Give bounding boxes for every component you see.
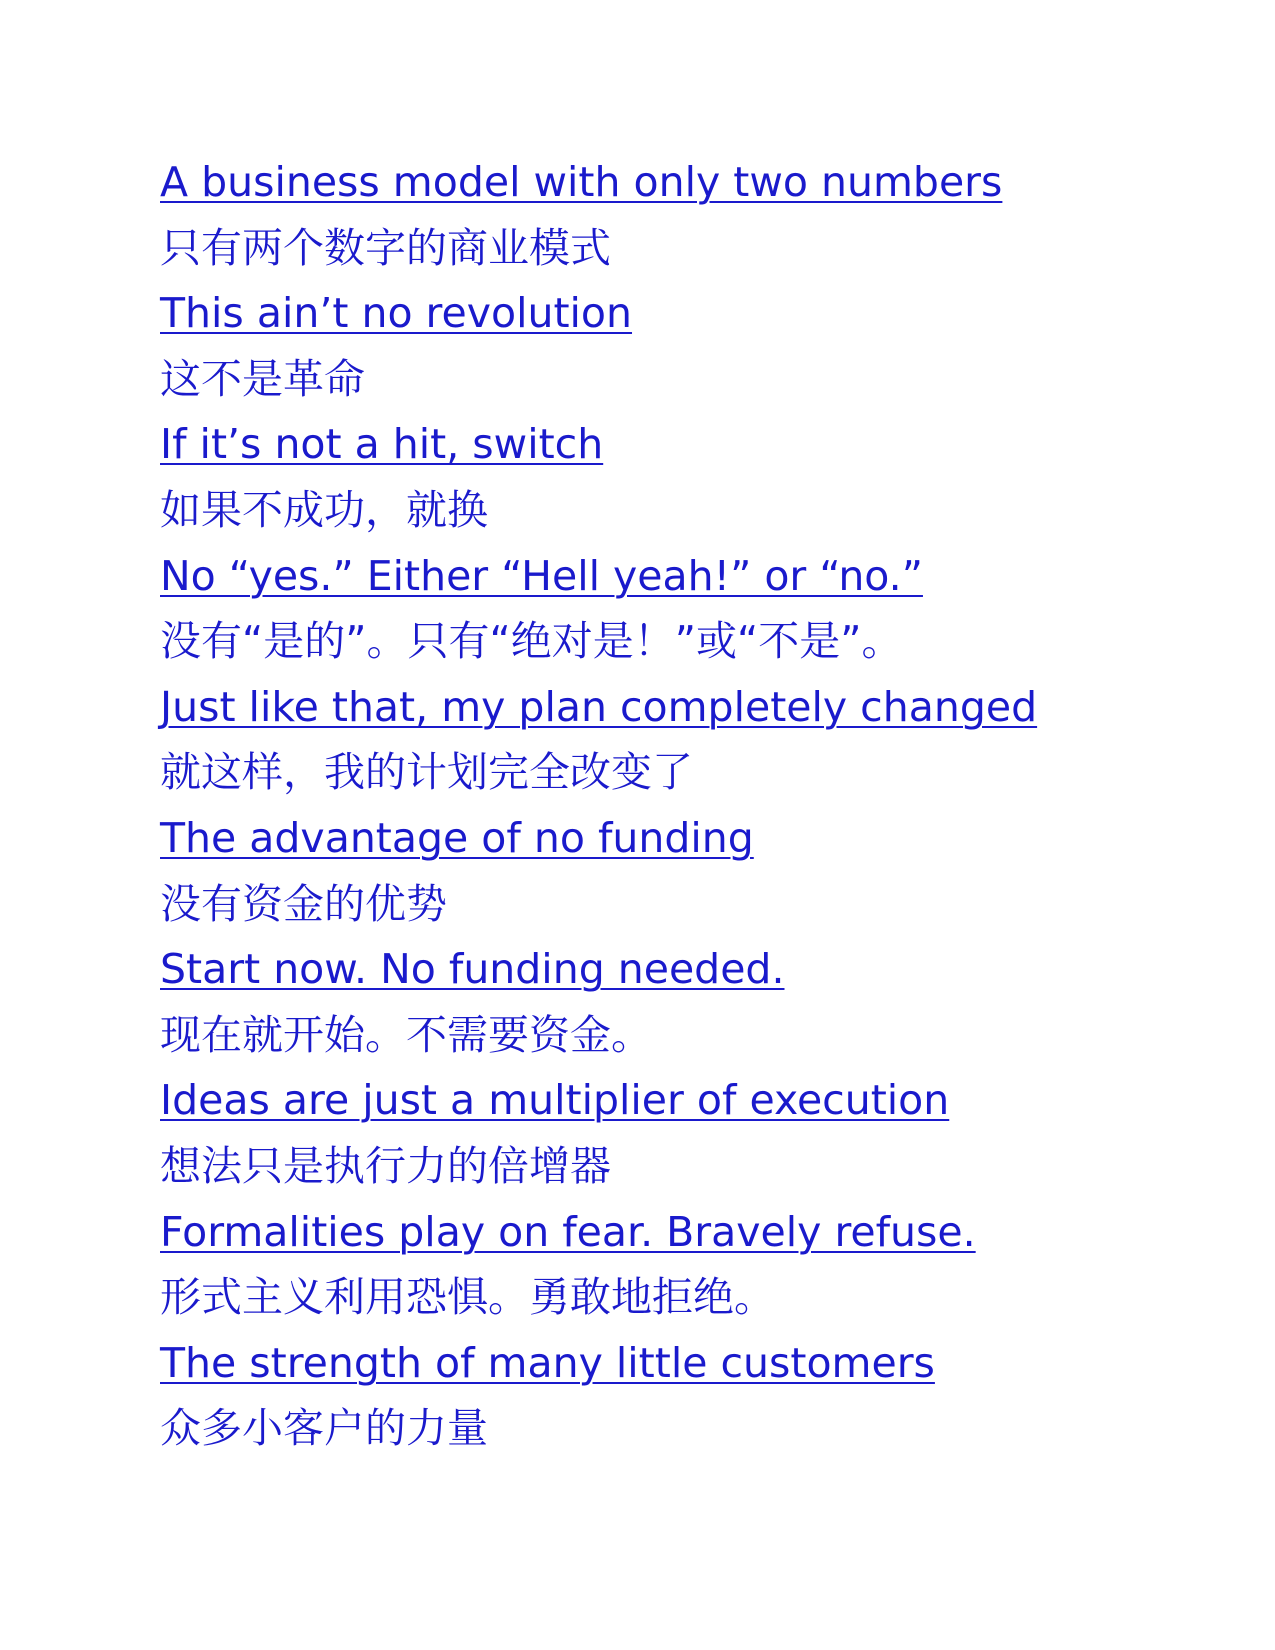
toc-entry <box>160 1068 1210 1199</box>
toc-entry-chinese: 形式主义利用恐惧。勇敢地拒绝。 <box>160 1273 775 1322</box>
toc-entry-chinese: 这不是革命 <box>160 354 365 403</box>
toc-entry-chinese: 现在就开始。不需要资金。 <box>160 1010 652 1059</box>
toc-entry <box>160 675 1210 806</box>
toc-entry-english <box>160 281 1210 347</box>
chapter-link[interactable]: Start now. No funding needed. <box>160 945 785 994</box>
toc-entry-chinese: 没有“是的”。只有“绝对是！”或“不是”。 <box>160 617 903 666</box>
toc-entry-english <box>160 544 1210 610</box>
toc-entry <box>160 281 1210 412</box>
toc-entry <box>160 937 1210 1068</box>
toc-entry <box>160 806 1210 937</box>
toc-entry <box>160 412 1210 543</box>
toc-entry-english <box>160 937 1210 1003</box>
toc-entry-chinese: 众多小客户的力量 <box>160 1404 488 1453</box>
toc-entry-english <box>160 150 1210 216</box>
toc-entry-english <box>160 1068 1210 1134</box>
toc-entry-chinese: 只有两个数字的商业模式 <box>160 223 611 272</box>
toc-entry <box>160 544 1210 675</box>
chapter-link[interactable]: This ain’t no revolution <box>160 289 633 338</box>
toc-entry-chinese: 就这样，我的计划完全改变了 <box>160 748 693 797</box>
chapter-link[interactable]: Ideas are just a multiplier of execution <box>160 1076 950 1125</box>
toc-entry <box>160 1331 1210 1462</box>
chapter-link[interactable]: No “yes.” Either “Hell yeah!” or “no.” <box>160 551 923 600</box>
toc-entry-chinese: 如果不成功，就换 <box>160 485 488 534</box>
chapter-link[interactable]: Formalities play on fear. Bravely refuse. <box>160 1207 976 1256</box>
toc-entry-english <box>160 1200 1210 1266</box>
toc-entry-english <box>160 806 1210 872</box>
chapter-link[interactable]: The strength of many little customers <box>160 1338 935 1387</box>
toc-entry-english <box>160 1331 1210 1397</box>
toc-entry-english <box>160 675 1210 741</box>
chapter-link[interactable]: If it’s not a hit, switch <box>160 420 604 469</box>
toc-entry-english <box>160 412 1210 478</box>
toc-entry-chinese: 没有资金的优势 <box>160 879 447 928</box>
chapter-link[interactable]: The advantage of no funding <box>160 813 754 862</box>
toc-entry <box>160 150 1210 281</box>
chapter-link[interactable]: Just like that, my plan completely changed <box>160 682 1038 731</box>
toc-list <box>160 150 1210 1462</box>
toc-entry <box>160 1200 1210 1331</box>
toc-entry-chinese: 想法只是执行力的倍增器 <box>160 1141 611 1190</box>
chapter-link[interactable]: A business model with only two numbers <box>160 158 1003 206</box>
